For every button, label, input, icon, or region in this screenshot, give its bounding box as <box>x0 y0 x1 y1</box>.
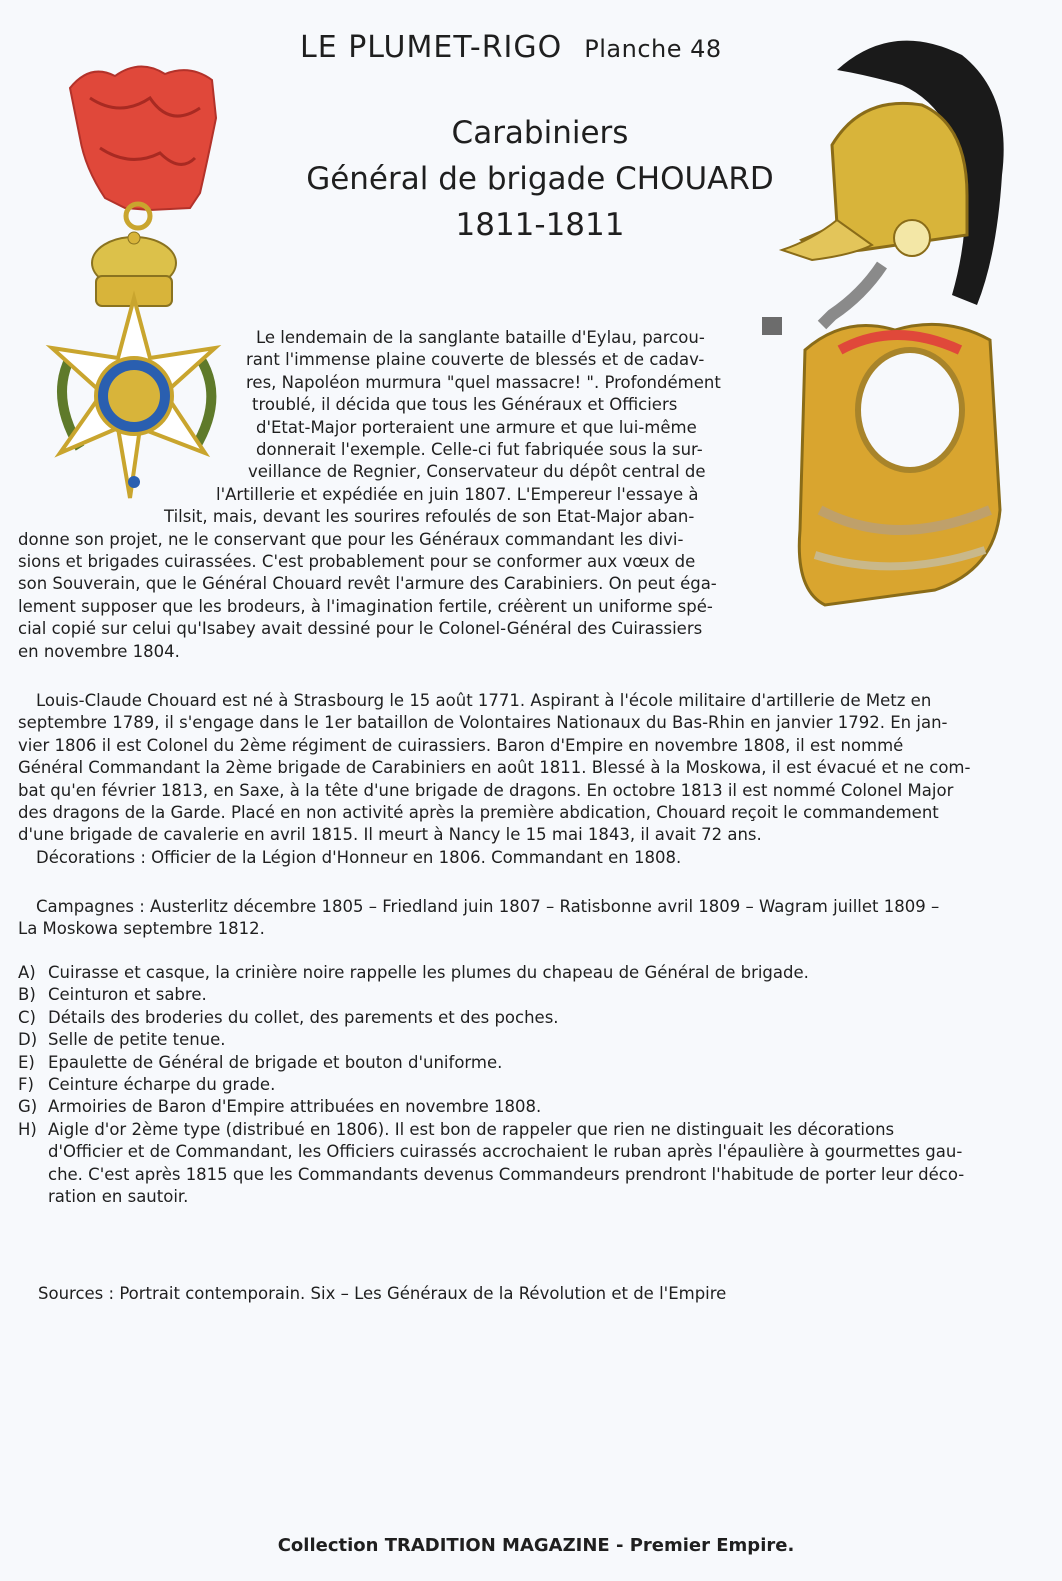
intro-line: Tilsit, mais, devant les sourires refoulés de son Etat-Major aban- <box>164 507 695 527</box>
intro-line: donne son projet, ne le conservant que pour les Généraux commandant les divi- <box>18 529 684 549</box>
bio-line: Louis-Claude Chouard est né à Strasbourg le 15 août 1771. Aspirant à l'école militaire d'artillerie de Metz en <box>36 691 932 710</box>
detail-text: Détails des broderies du collet, des parements et des poches. <box>48 1007 559 1027</box>
detail-letter <box>18 1141 48 1163</box>
title-general: Général de brigade CHOUARD <box>306 161 774 197</box>
detail-item <box>18 1186 1048 1208</box>
detail-item <box>18 1007 1048 1029</box>
detail-item <box>18 962 1048 984</box>
intro-line: lement supposer que les brodeurs, à l'imagination fertile, créèrent un uniforme spé- <box>18 596 713 616</box>
plate-title <box>260 110 820 248</box>
plate-details-list <box>18 962 1048 1208</box>
detail-letter: D) <box>18 1030 38 1050</box>
bio-line: septembre 1789, il s'engage dans le 1er bataillon de Volontaires Nationaux du Bas-Rhin en janvier 1792. En jan- <box>18 713 948 733</box>
bio-line: d'une brigade de cavalerie en avril 1815. Il meurt à Nancy le 15 mai 1843, il avait 72 ans. <box>18 825 762 845</box>
cuirass-illustration <box>785 310 1005 615</box>
intro-line: son Souverain, que le Général Chouard revêt l'armure des Carabiniers. On peut éga- <box>18 574 717 594</box>
intro-line: res, Napoléon murmura "quel massacre! ". Profondément <box>246 372 721 392</box>
detail-item <box>18 984 1048 1006</box>
detail-letter: B) <box>18 985 36 1005</box>
intro-line: cial copié sur celui qu'Isabey avait dessiné pour le Colonel-Général des Cuirassiers <box>18 619 703 639</box>
detail-item <box>18 1164 1048 1186</box>
detail-text: Cuirasse et casque, la crinière noire rappelle les plumes du chapeau de Général de brigade. <box>48 963 809 982</box>
detail-text: Armoiries de Baron d'Empire attribuées en novembre 1808. <box>48 1097 542 1117</box>
detail-letter: H) <box>18 1119 37 1139</box>
detail-letter: F) <box>18 1075 34 1095</box>
intro-line: d'Etat-Major porteraient une armure et que lui-même <box>256 417 697 437</box>
campaigns-line: Campagnes : Austerlitz décembre 1805 – Friedland juin 1807 – Ratisbonne avril 1809 – Wagram juillet 1809 – <box>36 897 940 916</box>
detail-item <box>18 1141 1048 1163</box>
intro-line: Le lendemain de la sanglante bataille d'Eylau, parcou- <box>256 328 705 347</box>
bio-line: vier 1806 il est Colonel du 2ème régiment de cuirassiers. Baron d'Empire en novembre 1808, il est nommé <box>18 735 904 755</box>
detail-letter: C) <box>18 1007 36 1027</box>
intro-line: sions et brigades cuirassées. C'est probablement pour se conformer aux vœux de <box>18 552 696 571</box>
detail-letter: A) <box>18 963 36 982</box>
detail-item <box>18 1052 1048 1074</box>
intro-line: rant l'immense plaine couverte de blessés et de cadav- <box>246 350 705 370</box>
intro-line: donnerait l'exemple. Celle-ci fut fabriquée sous la sur- <box>256 440 703 459</box>
detail-letter <box>18 1186 48 1208</box>
intro-line: veillance de Regnier, Conservateur du dépôt central de <box>248 462 706 482</box>
detail-item <box>18 1096 1048 1118</box>
detail-item <box>18 1119 1048 1141</box>
intro-line: troublé, il décida que tous les Généraux et Officiers <box>252 395 678 415</box>
intro-line: en novembre 1804. <box>18 641 180 661</box>
intro-line: l'Artillerie et expédiée en juin 1807. L'Empereur l'essaye à <box>216 484 699 504</box>
detail-text: d'Officier et de Commandant, les Officiers cuirassés accrochaient le ruban après l'épaulière à gourmettes gau- <box>48 1142 963 1162</box>
bio-line: bat qu'en février 1813, en Saxe, à la tête d'une brigade de dragons. En octobre 1813 il est nommé Colonel Major <box>18 780 954 800</box>
detail-text: ration en sautoir. <box>48 1187 189 1207</box>
detail-text: che. C'est après 1815 que les Commandants devenus Commandeurs prendront l'habitude de porter leur déco- <box>48 1164 965 1184</box>
detail-item <box>18 1074 1048 1096</box>
title-regiment: Carabiniers <box>451 115 629 151</box>
detail-item <box>18 1029 1048 1051</box>
biography-paragraph <box>18 690 1048 869</box>
sources-line: Sources : Portrait contemporain. Six – Les Généraux de la Révolution et de l'Empire <box>38 1284 727 1303</box>
bio-line: Général Commandant la 2ème brigade de Carabiniers en août 1811. Blessé à la Moskowa, il est évacué et ne com- <box>18 758 971 778</box>
detail-text: Selle de petite tenue. <box>48 1030 226 1050</box>
detail-letter: G) <box>18 1097 38 1117</box>
page-header <box>300 30 722 65</box>
campaigns-line: La Moskowa septembre 1812. <box>18 919 265 939</box>
title-years: 1811-1811 <box>455 207 625 243</box>
detail-text: Ceinture écharpe du grade. <box>48 1075 276 1095</box>
bio-line: Décorations : Officier de la Légion d'Honneur en 1806. Commandant en 1808. <box>36 847 682 867</box>
publication-title: LE PLUMET-RIGO <box>300 30 563 65</box>
bio-line: des dragons de la Garde. Placé en non activité après la première abdication, Chouard reçoit le commandement <box>18 803 939 823</box>
plate-number: Planche 48 <box>584 35 722 63</box>
legion-of-honour-medal-illustration <box>30 58 240 503</box>
detail-text: Ceinturon et sabre. <box>48 985 207 1005</box>
footer-collection: Collection TRADITION MAGAZINE - Premier Empire. <box>277 1535 795 1556</box>
detail-letter: E) <box>18 1052 35 1072</box>
detail-letter <box>18 1164 48 1186</box>
detail-text: Aigle d'or 2ème type (distribué en 1806). Il est bon de rappeler que rien ne distinguait les décorations <box>48 1119 895 1139</box>
campaigns-paragraph <box>18 896 1048 941</box>
detail-text: Epaulette de Général de brigade et bouton d'uniforme. <box>48 1052 503 1072</box>
